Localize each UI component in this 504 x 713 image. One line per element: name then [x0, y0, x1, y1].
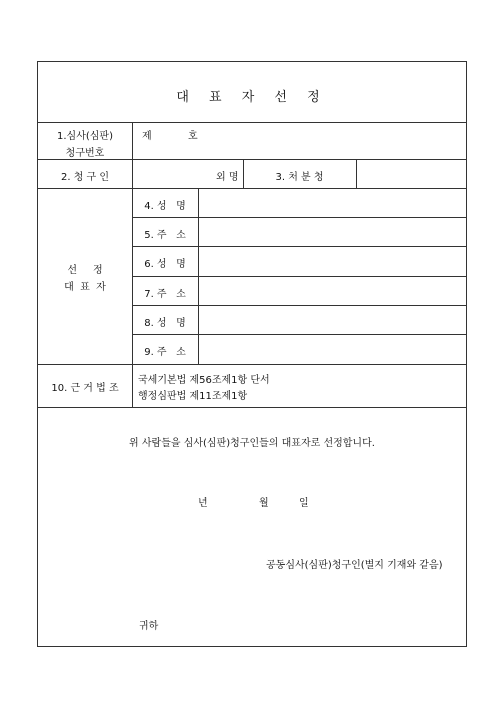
form-title: 대 표 자 선 정 — [176, 90, 328, 105]
claim-number-label-line1: 1.심사(심판) — [57, 131, 113, 142]
divider — [38, 407, 466, 408]
date-year: 년 — [198, 498, 208, 509]
divider — [132, 246, 466, 247]
claimant-label: 2. 청 구 인 — [60, 172, 110, 183]
legal-basis-label: 10. 근 거 법 조 — [51, 383, 119, 394]
divider — [132, 334, 466, 335]
representative-selection-form — [37, 61, 467, 647]
divider — [38, 122, 466, 123]
date-month: 월 — [259, 498, 269, 509]
claim-number-suffix: 호 — [188, 131, 198, 142]
divider — [38, 159, 466, 160]
claim-number-label-line2: 청구번호 — [65, 148, 105, 159]
legal-basis-line1: 국세기본법 제56조제1항 단서 — [138, 375, 270, 386]
rep-address-3-label: 9. 주 소 — [144, 347, 186, 358]
column-divider — [198, 188, 199, 364]
date-day: 일 — [299, 498, 309, 509]
divider — [38, 188, 466, 189]
rep-name-3-label: 8. 성 명 — [144, 318, 186, 329]
representative-section-label-line2: 대 표 자 — [64, 282, 106, 293]
column-divider — [356, 159, 357, 188]
selection-statement: 위 사람들을 심사(심판)청구인들의 대표자로 선정합니다. — [129, 438, 375, 449]
claim-number-prefix: 제 — [142, 131, 152, 142]
divider — [132, 276, 466, 277]
disposing-office-label: 3. 처 분 청 — [275, 172, 324, 183]
rep-name-1-label: 4. 성 명 — [144, 201, 186, 212]
rep-name-2-label: 6. 성 명 — [144, 259, 186, 270]
legal-basis-line2: 행정심판법 제11조제1항 — [138, 391, 248, 402]
rep-address-2-label: 7. 주 소 — [144, 289, 186, 300]
addressee: 귀하 — [139, 621, 159, 632]
claimant-extra: 외 명 — [216, 172, 239, 183]
signatory: 공동심사(심판)청구인(별지 기재와 같음) — [266, 560, 443, 571]
divider — [132, 217, 466, 218]
divider — [38, 364, 466, 365]
rep-address-1-label: 5. 주 소 — [144, 230, 186, 241]
representative-section-label-line1: 선 정 — [67, 265, 103, 276]
divider — [132, 305, 466, 306]
